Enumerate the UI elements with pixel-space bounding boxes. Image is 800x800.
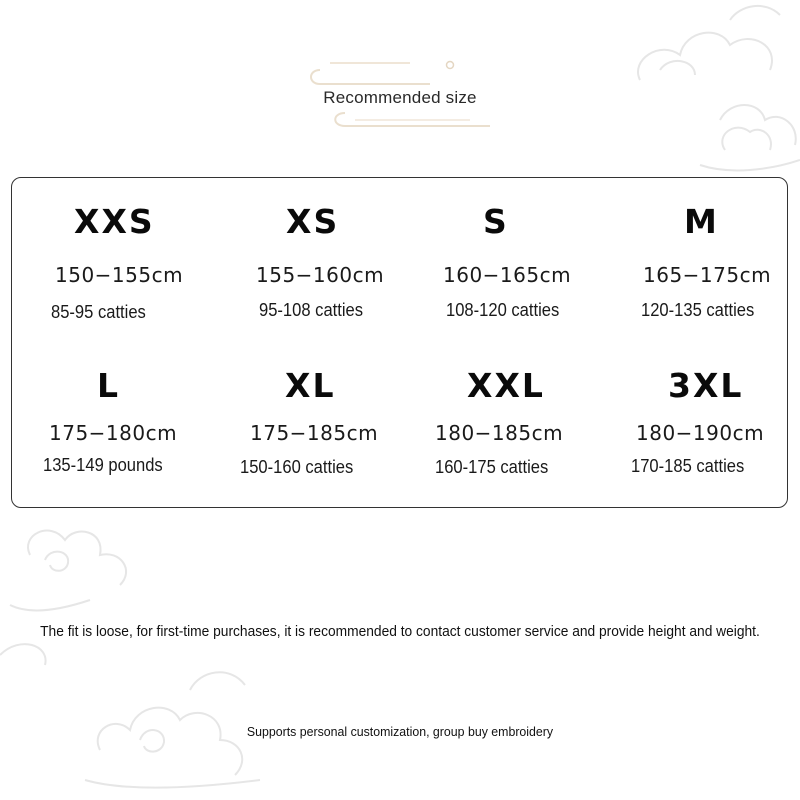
size-label-m: M — [684, 202, 719, 241]
size-label-xxl: XXL — [467, 366, 545, 405]
weight-range-xs: 95-108 catties — [259, 300, 364, 320]
customization-note: Supports personal customization, group buy embroidery — [246, 724, 554, 739]
height-range-m: 165−175cm — [643, 263, 772, 287]
height-range-3xl: 180−190cm — [636, 421, 765, 445]
size-label-3xl: 3XL — [668, 366, 744, 405]
size-chart-card — [11, 177, 788, 508]
weight-range-xxl: 160-175 catties — [435, 457, 549, 477]
weight-range-m: 120-135 catties — [641, 300, 755, 320]
weight-range-xxs: 85-95 catties — [51, 302, 146, 322]
weight-range-xl: 150-160 catties — [240, 457, 354, 477]
size-label-xs: XS — [286, 202, 340, 241]
height-range-xl: 175−185cm — [250, 421, 379, 445]
fit-note: The fit is loose, for first-time purchases, it is recommended to contact customer service and provide height and weight. — [40, 624, 760, 640]
page-title: Recommended size — [323, 88, 477, 107]
height-range-l: 175−180cm — [49, 421, 178, 445]
weight-range-3xl: 170-185 catties — [631, 456, 745, 476]
weight-range-s: 108-120 catties — [446, 300, 560, 320]
height-range-xxl: 180−185cm — [435, 421, 564, 445]
size-label-l: L — [97, 366, 121, 405]
size-label-xxs: XXS — [74, 202, 155, 241]
size-label-s: S — [483, 202, 509, 241]
height-range-xs: 155−160cm — [256, 263, 385, 287]
height-range-s: 160−165cm — [443, 263, 572, 287]
weight-range-l: 135-149 pounds — [43, 455, 163, 475]
size-label-xl: XL — [285, 366, 336, 405]
height-range-xxs: 150−155cm — [55, 263, 184, 287]
